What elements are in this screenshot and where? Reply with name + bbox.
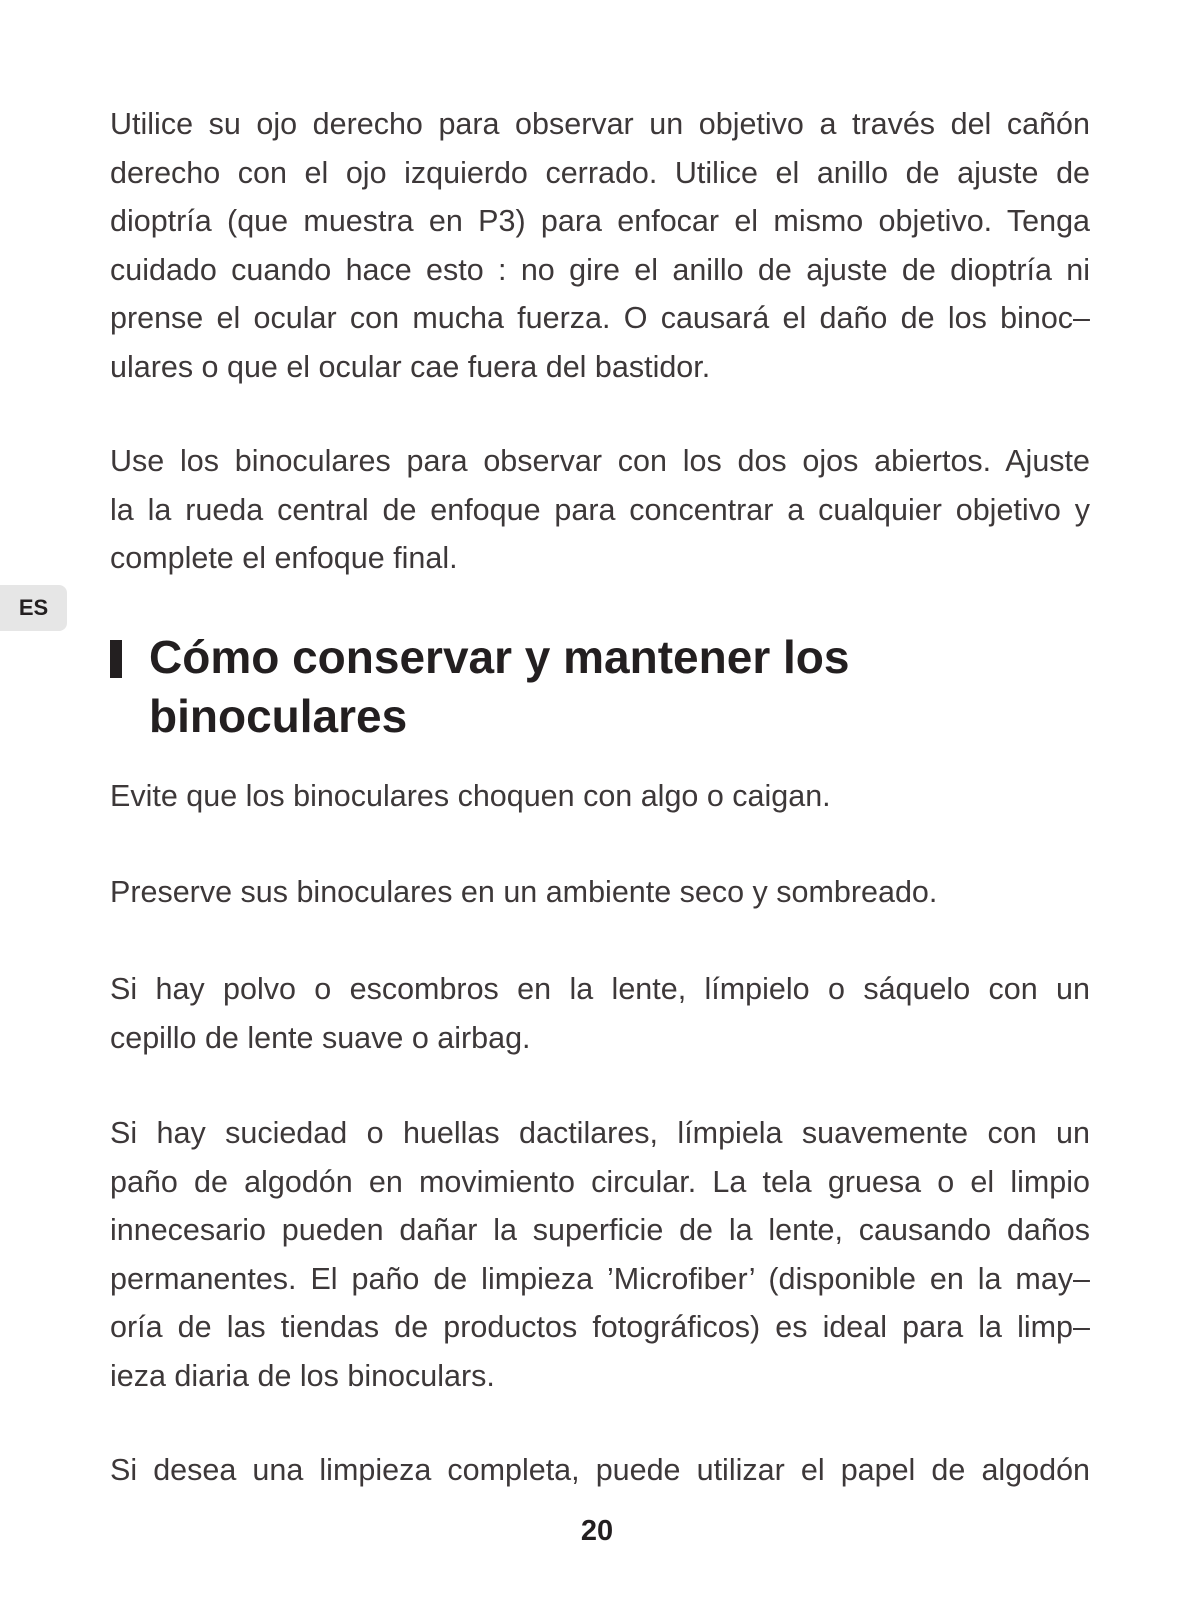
text-line: derecho con el ojo izquierdo cerrado. Utilice el anillo de ajuste de — [110, 155, 1090, 190]
text-line: innecesario pueden dañar la superficie de la lente, causando daños — [110, 1213, 1090, 1247]
text-line: Preserve sus binoculares en un ambiente seco y sombreado. — [110, 875, 938, 909]
text-line: ieza diaria de los binoculars. — [110, 1358, 495, 1393]
text-line: permanentes. El paño de limpieza ’Microfiber’ (disponible en la may– — [110, 1261, 1090, 1296]
text-line: Si desea una limpieza completa, puede utilizar el papel de algodón — [110, 1453, 1090, 1487]
paragraph-avoid-impact — [110, 772, 1090, 821]
page-number: 20 — [580, 1515, 614, 1547]
text-line: dioptría (que muestra en P3) para enfocar el mismo objetivo. Tenga — [110, 204, 1090, 238]
text-line: Use los binoculares para observar con los dos ojos abiertos. Ajuste — [110, 444, 1090, 478]
text-line: complete el enfoque final. — [110, 541, 458, 575]
paragraph-thorough-cleaning — [110, 1446, 1090, 1495]
section-heading — [149, 628, 1049, 746]
paragraph-dust-cleaning — [110, 965, 1090, 1062]
text-line: Si hay polvo o escombros en la lente, límpielo o sáquelo con un — [110, 972, 1090, 1006]
text-line: ulares o que el ocular cae fuera del bastidor. — [110, 349, 711, 384]
text-line: cepillo de lente suave o airbag. — [110, 1020, 531, 1055]
text-line: prense el ocular con mucha fuerza. O causará el daño de los binoc– — [110, 301, 1090, 335]
paragraph-focus-wheel — [110, 437, 1090, 583]
text-line: Evite que los binoculares choquen con algo o caigan. — [110, 779, 831, 813]
language-tab: ES — [0, 585, 67, 631]
text-line: Si hay suciedad o huellas dactilares, límpiela suavemente con un — [110, 1116, 1090, 1150]
text-line: Utilice su ojo derecho para observar un objetivo a través del cañón — [110, 107, 1090, 141]
heading-marker-bar — [110, 640, 122, 678]
paragraph-fingerprint-cleaning — [110, 1109, 1090, 1400]
heading-line: binoculares — [149, 690, 408, 742]
paragraph-storage — [110, 868, 1090, 917]
paragraph-diopter-adjustment — [110, 100, 1090, 391]
text-line: cuidado cuando hace esto : no gire el anillo de ajuste de dioptría ni — [110, 252, 1090, 287]
text-line: oría de las tiendas de productos fotográficos) es ideal para la limp– — [110, 1310, 1090, 1344]
heading-line: Cómo conservar y mantener los — [149, 631, 850, 683]
text-line: paño de algodón en movimiento circular. La tela gruesa o el limpio — [110, 1164, 1090, 1199]
text-line: la la rueda central de enfoque para concentrar a cualquier objetivo y — [110, 492, 1090, 527]
